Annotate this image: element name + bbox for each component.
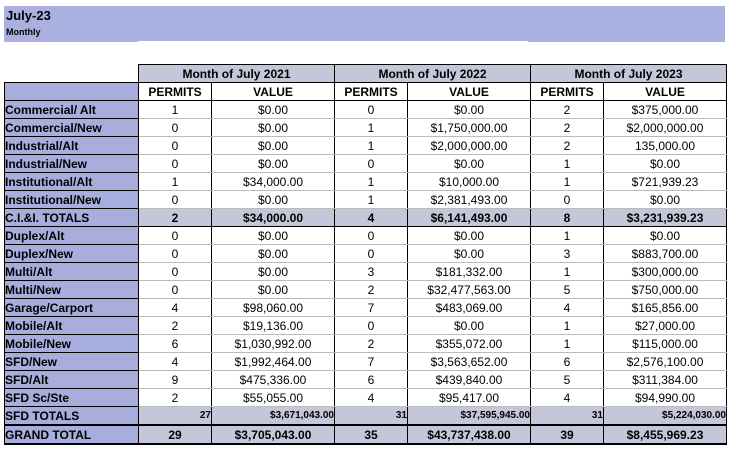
value-cell: $32,477,563.00 <box>408 281 531 299</box>
permits-cell: 0 <box>335 227 408 245</box>
totals-row <box>5 407 727 426</box>
permits-cell: 1 <box>531 173 604 191</box>
report-subtitle: Monthly <box>6 27 41 37</box>
group-header-row <box>5 65 727 83</box>
row-label: SFD/Alt <box>5 371 139 389</box>
permits-cell: 0 <box>335 245 408 263</box>
table-row <box>5 281 727 299</box>
row-label: Mobile/Alt <box>5 317 139 335</box>
permits-cell: 0 <box>335 317 408 335</box>
row-label: Industrial/New <box>5 155 139 173</box>
table-row <box>5 227 727 245</box>
value-cell: $0.00 <box>212 101 335 119</box>
value-cell: $750,000.00 <box>604 281 727 299</box>
permits-cell: 0 <box>139 227 212 245</box>
value-cell: $10,000.00 <box>408 173 531 191</box>
permits-cell: 39 <box>531 425 604 444</box>
table-row <box>5 119 727 137</box>
value-cell: $5,224,030.00 <box>604 407 727 426</box>
value-cell: $483,069.00 <box>408 299 531 317</box>
permits-cell: 1 <box>531 227 604 245</box>
row-label: Multi/Alt <box>5 263 139 281</box>
group-header-2023: Month of July 2023 <box>531 65 727 83</box>
permits-cell: 0 <box>139 155 212 173</box>
row-label: Garage/Carport <box>5 299 139 317</box>
permits-cell: 8 <box>531 209 604 227</box>
col-permits-2021: PERMITS <box>139 83 212 101</box>
value-cell: $8,455,969.23 <box>604 425 727 444</box>
value-cell: $355,072.00 <box>408 335 531 353</box>
value-cell: $0.00 <box>212 227 335 245</box>
permits-cell: 7 <box>335 353 408 371</box>
permits-cell: 31 <box>335 407 408 426</box>
permits-cell: 0 <box>139 137 212 155</box>
table-row <box>5 155 727 173</box>
value-cell: $2,381,493.00 <box>408 191 531 209</box>
permits-cell: 0 <box>139 119 212 137</box>
row-label: Commercial/New <box>5 119 139 137</box>
permits-cell: 1 <box>531 335 604 353</box>
permits-cell: 0 <box>335 101 408 119</box>
value-cell: $115,000.00 <box>604 335 727 353</box>
row-label: GRAND TOTAL <box>5 425 139 444</box>
permits-cell: 5 <box>531 371 604 389</box>
table-row <box>5 299 727 317</box>
permits-cell: 1 <box>335 191 408 209</box>
value-cell: $0.00 <box>212 263 335 281</box>
value-cell: $0.00 <box>212 155 335 173</box>
value-cell: $311,384.00 <box>604 371 727 389</box>
permits-cell: 0 <box>139 263 212 281</box>
totals-row <box>5 209 727 227</box>
permits-cell: 2 <box>335 335 408 353</box>
permits-cell: 1 <box>335 119 408 137</box>
permits-cell: 29 <box>139 425 212 444</box>
table-row <box>5 263 727 281</box>
value-cell: $883,700.00 <box>604 245 727 263</box>
permits-cell: 5 <box>531 281 604 299</box>
permits-cell: 0 <box>139 191 212 209</box>
value-cell: $0.00 <box>212 119 335 137</box>
permits-cell: 4 <box>139 353 212 371</box>
permits-cell: 4 <box>139 299 212 317</box>
permits-cell: 0 <box>139 281 212 299</box>
permits-cell: 9 <box>139 371 212 389</box>
table-row <box>5 137 727 155</box>
permits-cell: 2 <box>139 317 212 335</box>
totals-row <box>5 425 727 444</box>
permits-cell: 1 <box>335 137 408 155</box>
col-permits-2023: PERMITS <box>531 83 604 101</box>
value-cell: 135,000.00 <box>604 137 727 155</box>
value-cell: $0.00 <box>212 191 335 209</box>
col-value-2021: VALUE <box>212 83 335 101</box>
table-row <box>5 389 727 407</box>
permits-cell: 6 <box>335 371 408 389</box>
table-row <box>5 335 727 353</box>
value-cell: $1,030,992.00 <box>212 335 335 353</box>
permits-cell: 2 <box>531 119 604 137</box>
corner-cell <box>5 65 139 83</box>
value-cell: $439,840.00 <box>408 371 531 389</box>
report-header-band <box>4 6 725 42</box>
permits-cell: 0 <box>335 155 408 173</box>
value-cell: $375,000.00 <box>604 101 727 119</box>
value-cell: $721,939.23 <box>604 173 727 191</box>
value-cell: $0.00 <box>408 227 531 245</box>
value-cell: $3,563,652.00 <box>408 353 531 371</box>
permits-cell: 4 <box>531 389 604 407</box>
value-cell: $2,576,100.00 <box>604 353 727 371</box>
value-cell: $0.00 <box>212 137 335 155</box>
value-cell: $2,000,000.00 <box>408 137 531 155</box>
value-cell: $0.00 <box>408 155 531 173</box>
permits-cell: 3 <box>335 263 408 281</box>
permits-cell: 7 <box>335 299 408 317</box>
permits-cell: 2 <box>335 281 408 299</box>
value-cell: $475,336.00 <box>212 371 335 389</box>
value-cell: $2,000,000.00 <box>604 119 727 137</box>
row-label: Institutional/Alt <box>5 173 139 191</box>
value-cell: $98,060.00 <box>212 299 335 317</box>
permits-cell: 31 <box>531 407 604 426</box>
value-cell: $95,417.00 <box>408 389 531 407</box>
permits-cell: 1 <box>139 101 212 119</box>
permits-cell: 6 <box>139 335 212 353</box>
row-label: SFD TOTALS <box>5 407 139 426</box>
table-row <box>5 245 727 263</box>
table-row <box>5 317 727 335</box>
permits-cell: 4 <box>335 209 408 227</box>
permits-cell: 35 <box>335 425 408 444</box>
permits-cell: 0 <box>531 191 604 209</box>
row-label-header <box>5 83 139 101</box>
value-cell: $165,856.00 <box>604 299 727 317</box>
table-row <box>5 101 727 119</box>
value-cell: $94,990.00 <box>604 389 727 407</box>
group-header-2021: Month of July 2021 <box>139 65 335 83</box>
col-permits-2022: PERMITS <box>335 83 408 101</box>
permits-cell: 3 <box>531 245 604 263</box>
value-cell: $0.00 <box>604 155 727 173</box>
row-label: SFD Sc/Ste <box>5 389 139 407</box>
row-label: SFD/New <box>5 353 139 371</box>
value-cell: $34,000.00 <box>212 209 335 227</box>
table-row <box>5 173 727 191</box>
value-cell: $3,231,939.23 <box>604 209 727 227</box>
column-header-row <box>5 83 727 101</box>
col-value-2023: VALUE <box>604 83 727 101</box>
group-header-2022: Month of July 2022 <box>335 65 531 83</box>
permits-cell: 4 <box>335 389 408 407</box>
permits-cell: 1 <box>139 173 212 191</box>
col-value-2022: VALUE <box>408 83 531 101</box>
row-label: Duplex/Alt <box>5 227 139 245</box>
value-cell: $43,737,438.00 <box>408 425 531 444</box>
value-cell: $0.00 <box>604 227 727 245</box>
value-cell: $0.00 <box>212 245 335 263</box>
value-cell: $1,992,464.00 <box>212 353 335 371</box>
table-row <box>5 371 727 389</box>
value-cell: $181,332.00 <box>408 263 531 281</box>
row-label: Multi/New <box>5 281 139 299</box>
value-cell: $0.00 <box>408 101 531 119</box>
value-cell: $300,000.00 <box>604 263 727 281</box>
value-cell: $19,136.00 <box>212 317 335 335</box>
permits-cell: 27 <box>139 407 212 426</box>
value-cell: $37,595,945.00 <box>408 407 531 426</box>
row-label: Industrial/Alt <box>5 137 139 155</box>
permits-cell: 6 <box>531 353 604 371</box>
permits-cell: 4 <box>531 299 604 317</box>
table-body <box>5 101 727 445</box>
report-title: July-23 <box>6 8 51 23</box>
value-cell: $1,750,000.00 <box>408 119 531 137</box>
permits-cell: 2 <box>139 209 212 227</box>
row-label: Commercial/ Alt <box>5 101 139 119</box>
permits-table <box>4 64 727 445</box>
value-cell: $34,000.00 <box>212 173 335 191</box>
row-label: Duplex/New <box>5 245 139 263</box>
value-cell: $55,055.00 <box>212 389 335 407</box>
value-cell: $3,705,043.00 <box>212 425 335 444</box>
value-cell: $0.00 <box>604 191 727 209</box>
permits-cell: 2 <box>531 101 604 119</box>
permits-cell: 1 <box>531 263 604 281</box>
row-label: Institutional/New <box>5 191 139 209</box>
value-cell: $27,000.00 <box>604 317 727 335</box>
value-cell: $6,141,493.00 <box>408 209 531 227</box>
permits-cell: 1 <box>531 155 604 173</box>
permits-cell: 1 <box>531 317 604 335</box>
permits-cell: 0 <box>139 245 212 263</box>
row-label: Mobile/New <box>5 335 139 353</box>
permits-cell: 1 <box>335 173 408 191</box>
value-cell: $3,671,043.00 <box>212 407 335 426</box>
value-cell: $0.00 <box>212 281 335 299</box>
table-row <box>5 191 727 209</box>
table-row <box>5 353 727 371</box>
permits-cell: 2 <box>531 137 604 155</box>
value-cell: $0.00 <box>408 245 531 263</box>
row-label: C.I.&I. TOTALS <box>5 209 139 227</box>
header-divider <box>138 41 528 45</box>
permits-cell: 2 <box>139 389 212 407</box>
value-cell: $0.00 <box>408 317 531 335</box>
